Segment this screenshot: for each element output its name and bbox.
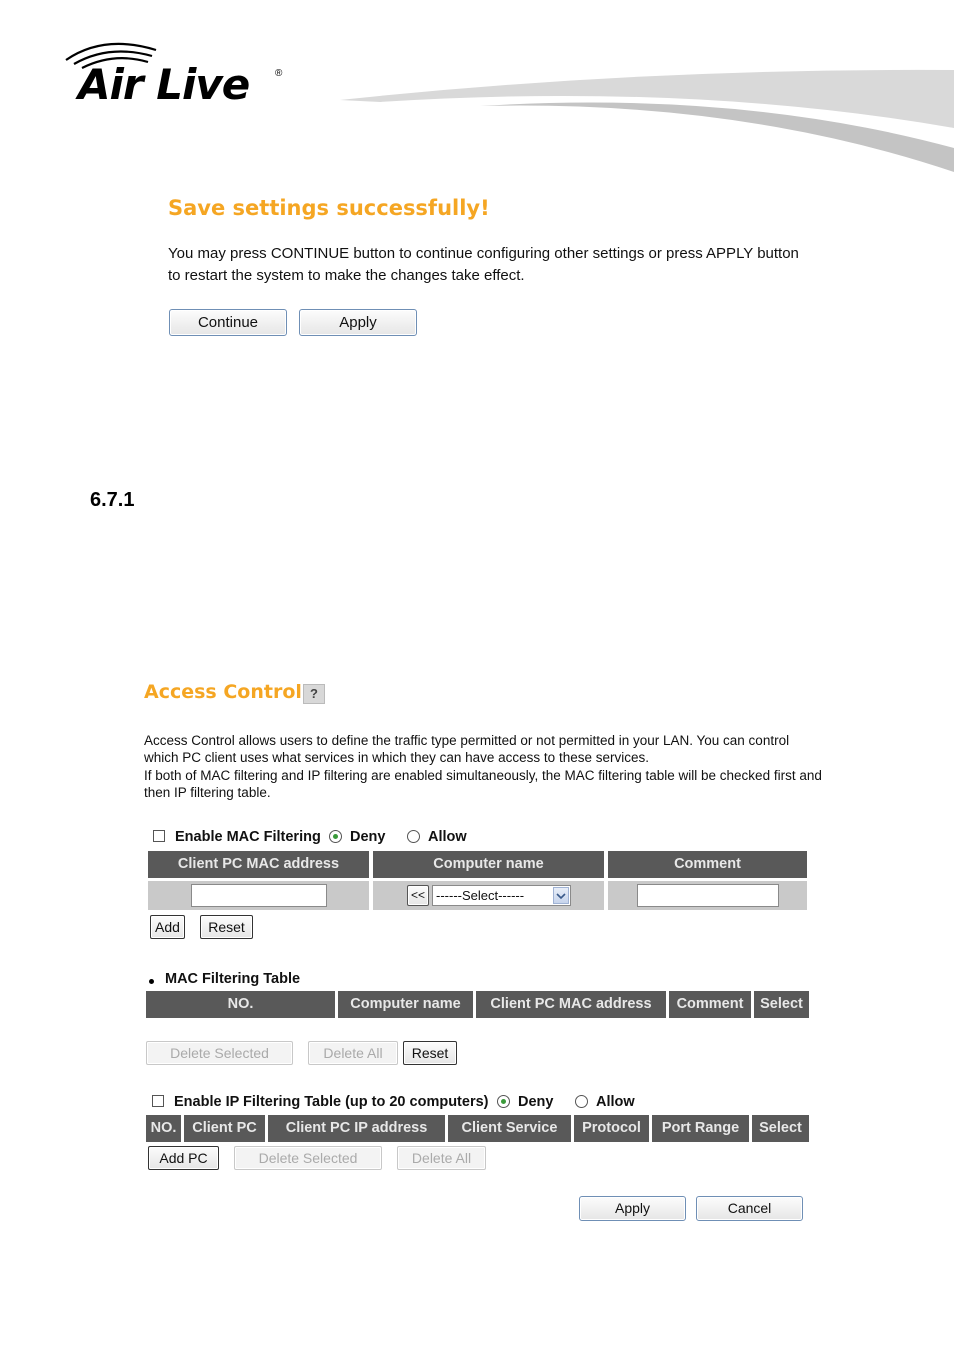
reset-entry-button[interactable]: Reset [200, 915, 253, 939]
copy-computer-name-button[interactable]: << [407, 885, 429, 906]
mac-table-select-header: Select [754, 991, 809, 1018]
mac-deny-radio[interactable] [329, 830, 342, 843]
ip-delete-all-button[interactable]: Delete All [397, 1146, 486, 1170]
ip-delete-selected-button[interactable]: Delete Selected [234, 1146, 382, 1170]
mac-table-comment-header: Comment [669, 991, 751, 1018]
ip-table-protocol-header: Protocol [574, 1115, 649, 1142]
enable-ip-filtering-checkbox[interactable] [152, 1095, 164, 1107]
ip-table-ip-address-header: Client PC IP address [268, 1115, 445, 1142]
registered-mark: ® [275, 68, 283, 79]
mac-address-column-header: Client PC MAC address [148, 851, 369, 878]
ip-table-no-header: NO. [146, 1115, 181, 1142]
section-number: 6.7.1 [90, 489, 135, 511]
mac-deny-label: Deny [350, 829, 386, 845]
mac-allow-radio[interactable] [407, 830, 420, 843]
ip-allow-radio[interactable] [575, 1095, 588, 1108]
bullet-icon [149, 979, 154, 984]
mac-delete-all-button[interactable]: Delete All [308, 1041, 398, 1065]
enable-ip-filtering-label: Enable IP Filtering Table (up to 20 computers) [174, 1094, 489, 1110]
chevron-down-icon[interactable] [553, 887, 569, 904]
ip-deny-label: Deny [518, 1094, 554, 1110]
mac-table-no-header: NO. [146, 991, 335, 1018]
add-button[interactable]: Add [150, 915, 185, 939]
mac-table-computer-name-header: Computer name [338, 991, 473, 1018]
computer-name-column-header: Computer name [373, 851, 604, 878]
mac-address-input[interactable] [191, 884, 327, 907]
ip-allow-label: Allow [596, 1094, 635, 1110]
save-success-title: Save settings successfully! [168, 196, 490, 220]
apply-button[interactable]: Apply [579, 1196, 686, 1221]
cancel-button[interactable]: Cancel [696, 1196, 803, 1221]
ip-table-client-service-header: Client Service [448, 1115, 571, 1142]
continue-button[interactable]: Continue [169, 309, 287, 336]
header-swoosh-decoration [340, 60, 954, 180]
mac-table-mac-address-header: Client PC MAC address [476, 991, 666, 1018]
computer-name-select[interactable] [432, 885, 571, 906]
access-control-description: Access Control allows users to define the traffic type permitted or not permitted in your LAN. You can control which PC client uses what services in which they can have access to these services. [144, 733, 790, 766]
add-pc-button[interactable]: Add PC [148, 1146, 219, 1170]
mac-filtering-table-title: MAC Filtering Table [165, 971, 301, 987]
access-control-title: Access Control [144, 681, 302, 703]
airlive-logo [60, 40, 300, 120]
select-value: ------Select------ [436, 888, 525, 903]
mac-delete-selected-button[interactable]: Delete Selected [146, 1041, 293, 1065]
access-control-note: If both of MAC filtering and IP filtering are enabled simultaneously, the MAC filtering table will be checked first and then IP filtering table. [144, 768, 822, 801]
enable-mac-filtering-checkbox[interactable] [153, 830, 165, 842]
mac-allow-label: Allow [428, 829, 467, 845]
ip-table-port-range-header: Port Range [652, 1115, 749, 1142]
logo-text: Air Live [78, 60, 250, 109]
apply-save-button[interactable]: Apply [299, 309, 417, 336]
ip-table-client-pc-header: Client PC [184, 1115, 265, 1142]
mac-table-reset-button[interactable]: Reset [403, 1041, 457, 1065]
comment-input[interactable] [637, 884, 779, 907]
help-icon[interactable]: ? [303, 684, 325, 704]
enable-mac-filtering-label: Enable MAC Filtering [175, 829, 321, 845]
ip-table-select-header: Select [752, 1115, 809, 1142]
save-success-message: You may press CONTINUE button to continue configuring other settings or press APPLY button to restart the system to make the changes take effect. [168, 245, 799, 284]
ip-deny-radio[interactable] [497, 1095, 510, 1108]
comment-column-header: Comment [608, 851, 807, 878]
